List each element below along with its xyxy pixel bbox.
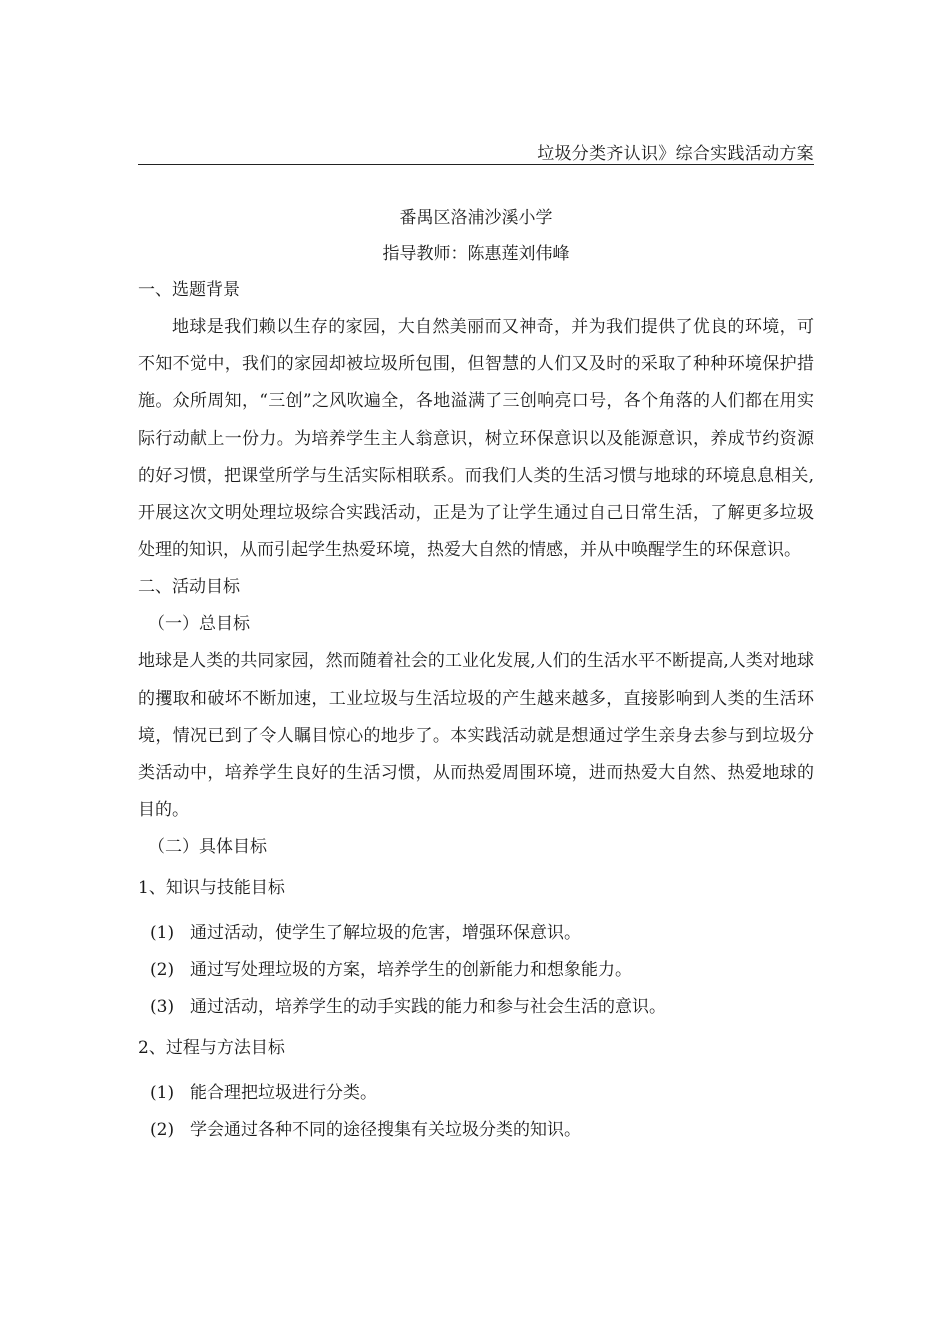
list-item: (1) 能合理把垃圾进行分类。 [150, 1083, 377, 1104]
section1-heading: 一、选题背景 [138, 280, 240, 300]
goal1-heading: 1、知识与技能目标 [138, 878, 285, 899]
teachers-line: 指导教师：陈惠莲刘伟峰 [382, 244, 570, 264]
sub2-heading: （二）具体目标 [148, 837, 267, 858]
sub1-heading: （一）总目标 [148, 614, 250, 635]
list-item: (2) 学会通过各种不同的途径搜集有关垃圾分类的知识。 [150, 1120, 581, 1141]
sub1-paragraph: 地球是人类的共同家园，然而随着社会的工业化发展,人们的生活水平不断提高,人类对地球的攫取和破坏不断加速，工业垃圾与生活垃圾的产生越来越多，直接影响到人类的生活环境，情况已到了令人瞩目惊心的地步了。本实践活动就是想通过学生亲身去参与到垃圾分类活动中，培养学生良好的生活习惯，从而热爱周围环境，进而热爱大自然、热爱地球的目的。 [138, 651, 814, 821]
goal2-heading: 2、过程与方法目标 [138, 1038, 285, 1059]
list-item: (1) 通过活动，使学生了解垃圾的危害，增强环保意识。 [150, 923, 581, 944]
list-item: (3) 通过活动，培养学生的动手实践的能力和参与社会生活的意识。 [150, 997, 666, 1018]
header-divider [138, 164, 814, 165]
document-body [138, 200, 814, 1149]
school-name: 番禺区洛浦沙溪小学 [399, 208, 553, 228]
section2-heading: 二、活动目标 [138, 577, 240, 598]
page-header-title: 垃圾分类齐认识》综合实践活动方案 [537, 144, 814, 164]
list-item: (2) 通过写处理垃圾的方案，培养学生的创新能力和想象能力。 [150, 960, 632, 981]
section1-paragraph: 地球是我们赖以生存的家园，大自然美丽而又神奇，并为我们提供了优良的环境，可不知不觉中，我们的家园却被垃圾所包围，但智慧的人们又及时的采取了种种环境保护措施。众所周知，“三创”之风吹遍全，各地溢满了三创响亮口号，各个角落的人们都在用实际行动献上一份力。为培养学生主人翁意识，树立环保意识以及能源意识，养成节约资源的好习惯，把课堂所学与生活实际相联系。而我们人类的生活习惯与地球的环境息息相关,开展这次文明处理垃圾综合实践活动，正是为了让学生通过自己日常生活，了解更多垃圾处理的知识，从而引起学生热爱环境，热爱大自然的情感，并从中唤醒学生的环保意识。 [138, 317, 814, 561]
